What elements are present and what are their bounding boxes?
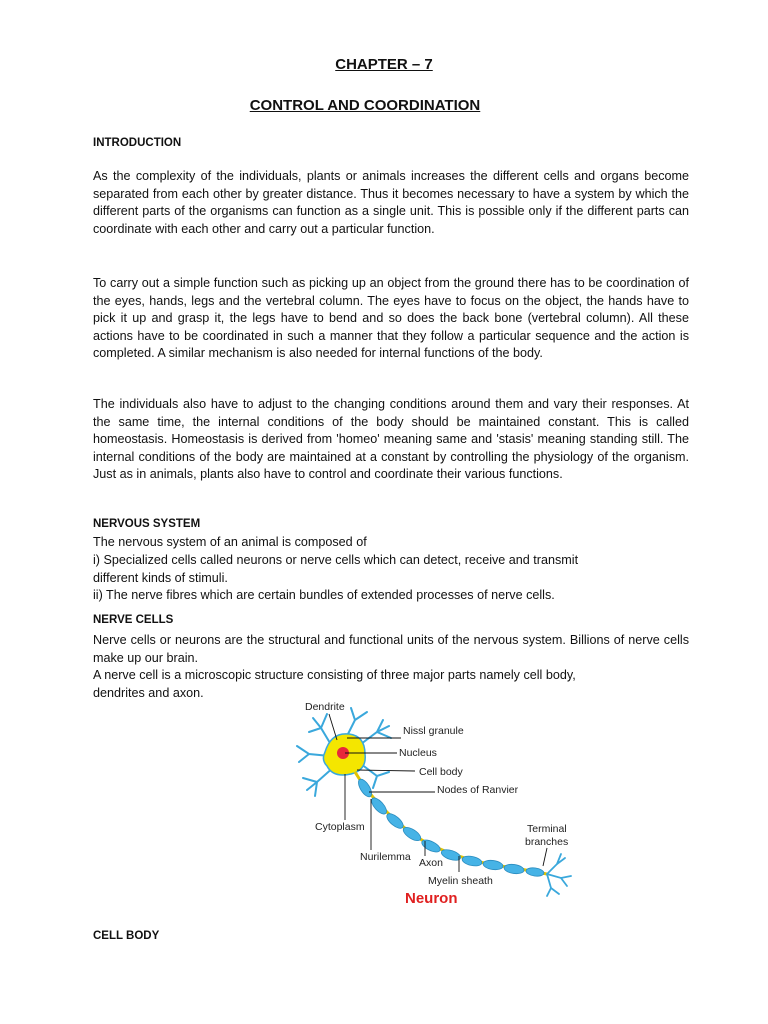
label-myelin-sheath: Myelin sheath — [428, 875, 493, 887]
nerve-cells-line-3: dendrites and axon. — [93, 686, 204, 700]
nervous-system-line-3: different kinds of stimuli. — [93, 571, 228, 585]
cell-body-heading: CELL BODY — [93, 930, 160, 942]
nerve-cells-paragraph: Nerve cells or neurons are the structural and functional units of the nervous system. Billions of nerve cells make up our brain. — [93, 633, 689, 665]
nerve-cells-heading: NERVE CELLS — [93, 614, 174, 626]
label-terminal: Terminal — [527, 823, 567, 835]
intro-paragraph-3: The individuals also have to adjust to the changing conditions around them and vary their responses. At the same time, the internal conditions of the body should be maintained constant. This is called homeostasis. Homeostasis is derived from 'homeo' meaning same and 'stasis' meaning standing still. The internal conditions of the body are maintained at a constant by controlling the physiology of the organism. Just as in animals, plants also have to control and coordinate their various functions. — [93, 397, 689, 482]
nervous-system-line-4: ii) The nerve fibres which are certain bundles of extended processes of nerve cells. — [93, 588, 555, 602]
label-dendrite: Dendrite — [305, 701, 345, 713]
figure-title: Neuron — [405, 890, 458, 907]
label-cytoplasm: Cytoplasm — [315, 821, 365, 833]
nervous-system-line-1: The nervous system of an animal is composed of — [93, 535, 367, 549]
nervous-system-heading: NERVOUS SYSTEM — [93, 518, 201, 530]
chapter-heading: CHAPTER – 7 — [335, 56, 433, 73]
intro-paragraph-2: To carry out a simple function such as picking up an object from the ground there has to be coordination of the eyes, hands, legs and the vertebral column. The eyes have to focus on the object, the hands have to pick it up and grasp it, the legs have to bend and so does the back bone (vertebral column). All these actions have to be coordinated in such a manner that they follow a particular sequence and the action is completed. A similar mechanism is also needed for internal functions of the body. — [93, 276, 689, 361]
terminal-branches-drawing — [547, 854, 571, 896]
label-axon: Axon — [419, 857, 443, 869]
neuron-figure — [285, 696, 585, 910]
nervous-system-line-2: i) Specialized cells called neurons or nerve cells which can detect, receive and transmit — [93, 553, 579, 567]
introduction-heading: INTRODUCTION — [93, 137, 182, 149]
intro-paragraph-1: As the complexity of the individuals, plants or animals increases the different cells and organs become separated from each other by greater distance. Thus it becomes necessary to have a system by which the different parts of the organisms can function as a single unit. This is possible only if the different parts can coordinate with each other and carry out a particular function. — [93, 169, 689, 236]
neuron-diagram — [285, 696, 585, 910]
nerve-cells-line-2: A nerve cell is a microscopic structure consisting of three major parts namely cell body, — [93, 668, 576, 682]
label-nurilemma: Nurilemma — [360, 851, 411, 863]
page-title: CONTROL AND COORDINATION — [249, 97, 481, 114]
label-nissl-granule: Nissl granule — [403, 725, 464, 737]
label-nucleus: Nucleus — [399, 747, 437, 759]
label-branches: branches — [525, 836, 569, 848]
label-nodes-of-ranvier: Nodes of Ranvier — [437, 784, 519, 796]
label-cell-body: Cell body — [419, 766, 463, 778]
